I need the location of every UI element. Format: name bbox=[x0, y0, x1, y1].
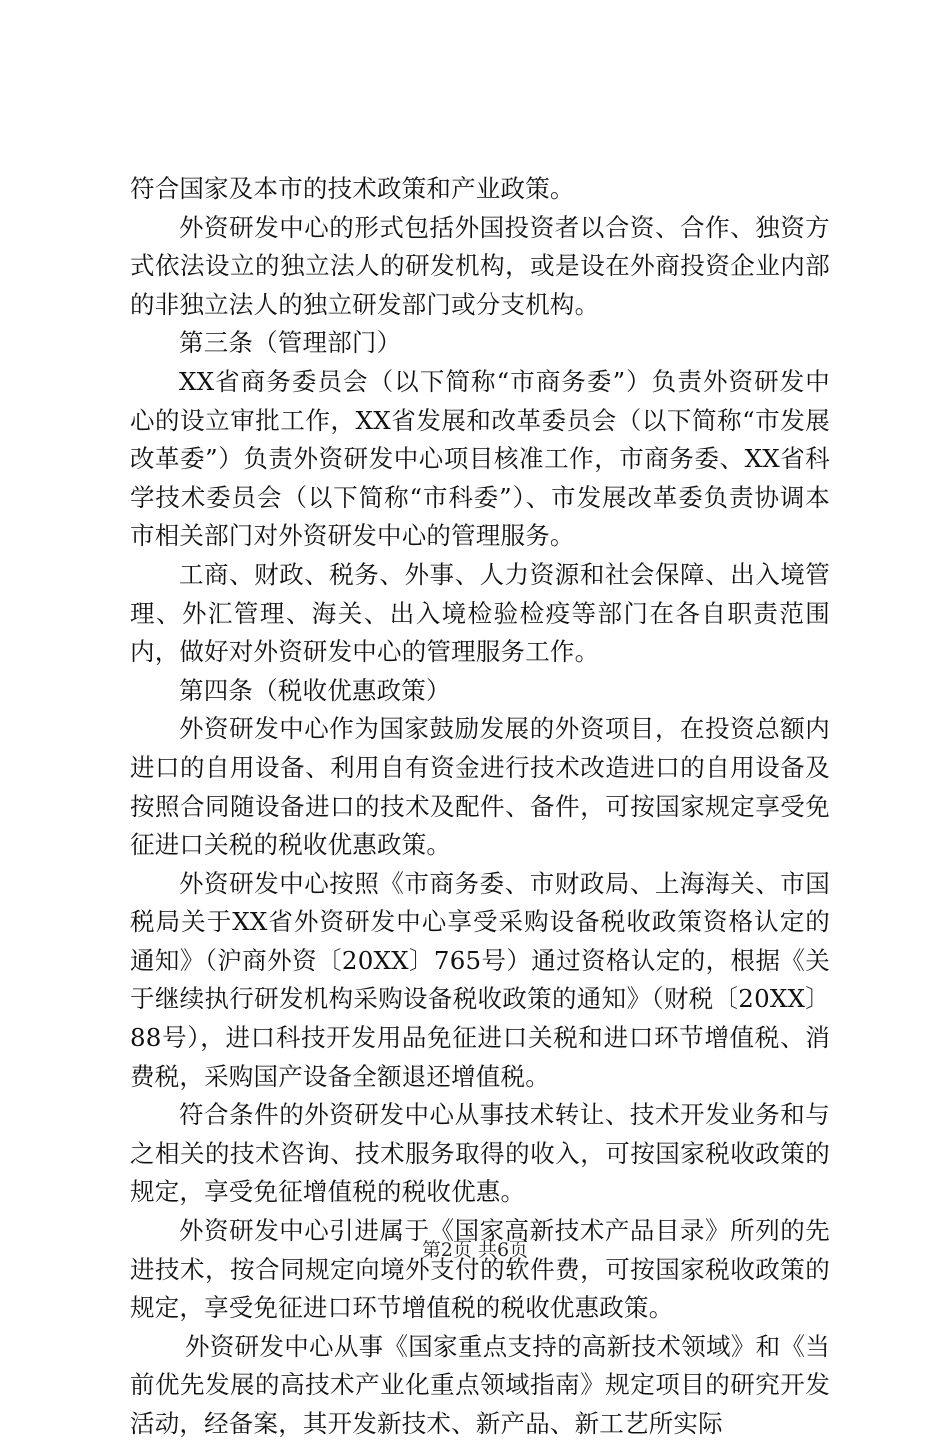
section-heading-article-3: 第三条（管理部门） bbox=[179, 328, 402, 358]
paragraph-5: 工商、财政、税务、外事、人力资源和社会保障、出入境管理、外汇管理、海关、出入境检验检疫等部门在各自职责范围内，做好对外资研发中心的管理服务工作。 bbox=[130, 559, 830, 667]
paragraph-4: XX省商务委员会（以下简称“市商务委”）负责外资研发中心的设立审批工作，XX省发展和改革委员会（以下简称“市发展改革委”）负责外资研发中心项目核准工作，市商务委、XX省科学技术委员会（以下简称“市科委”）、市发展改革委负责协调本市相关部门对外资研发中心的管理服务。 bbox=[130, 366, 830, 551]
paragraph-1: 符合国家及本市的技术政策和产业政策。 bbox=[130, 174, 575, 203]
paragraph-8: 外资研发中心按照《市商务委、市财政局、上海海关、市国税局关于XX省外资研发中心享受采购设备税收政策资格认定的通知》（沪商外资〔20XX〕765号）通过资格认定的，根据《关于继续执行研发机构采购设备税收政策的通知》（财税〔20XX〕88号），进口科技开发用品免征进口关税和进口环节增值税、消费税，采购国产设备全额退还增值税。 bbox=[130, 868, 830, 1091]
page-number-label: 第2页 共6页 bbox=[421, 1239, 529, 1261]
paragraph-7: 外资研发中心作为国家鼓励发展的外资项目，在投资总额内进口的自用设备、利用自有资金进行技术改造进口的自用设备及按照合同随设备进口的技术及配件、备件，可按国家规定享受免征进口关税的税收优惠政策。 bbox=[130, 714, 830, 860]
section-heading-article-4: 第四条（税收优惠政策） bbox=[179, 675, 451, 705]
paragraph-11: 外资研发中心从事《国家重点支持的高新技术领域》和《当前优先发展的高技术产业化重点领域指南》规定项目的研究开发活动，经备案，其开发新技术、新产品、新工艺所实际 bbox=[130, 1331, 830, 1438]
paragraph-2: 外资研发中心的形式包括外国投资者以合资、合作、独资方式依法设立的独立法人的研发机构，或是设在外商投资企业内部的非独立法人的独立研发部门或分支机构。 bbox=[130, 212, 830, 319]
page-footer bbox=[0, 1238, 950, 1262]
paragraph-9: 符合条件的外资研发中心从事技术转让、技术开发业务和与之相关的技术咨询、技术服务取得的收入，可按国家税收政策的规定，享受免征增值税的税收优惠。 bbox=[130, 1100, 830, 1207]
paragraph-10: 外资研发中心引进属于《国家高新技术产品目录》所列的先进技术，按合同规定向境外支付的软件费，可按国家税收政策的规定，享受免征进口环节增值税的税收优惠政策。 bbox=[130, 1216, 830, 1323]
